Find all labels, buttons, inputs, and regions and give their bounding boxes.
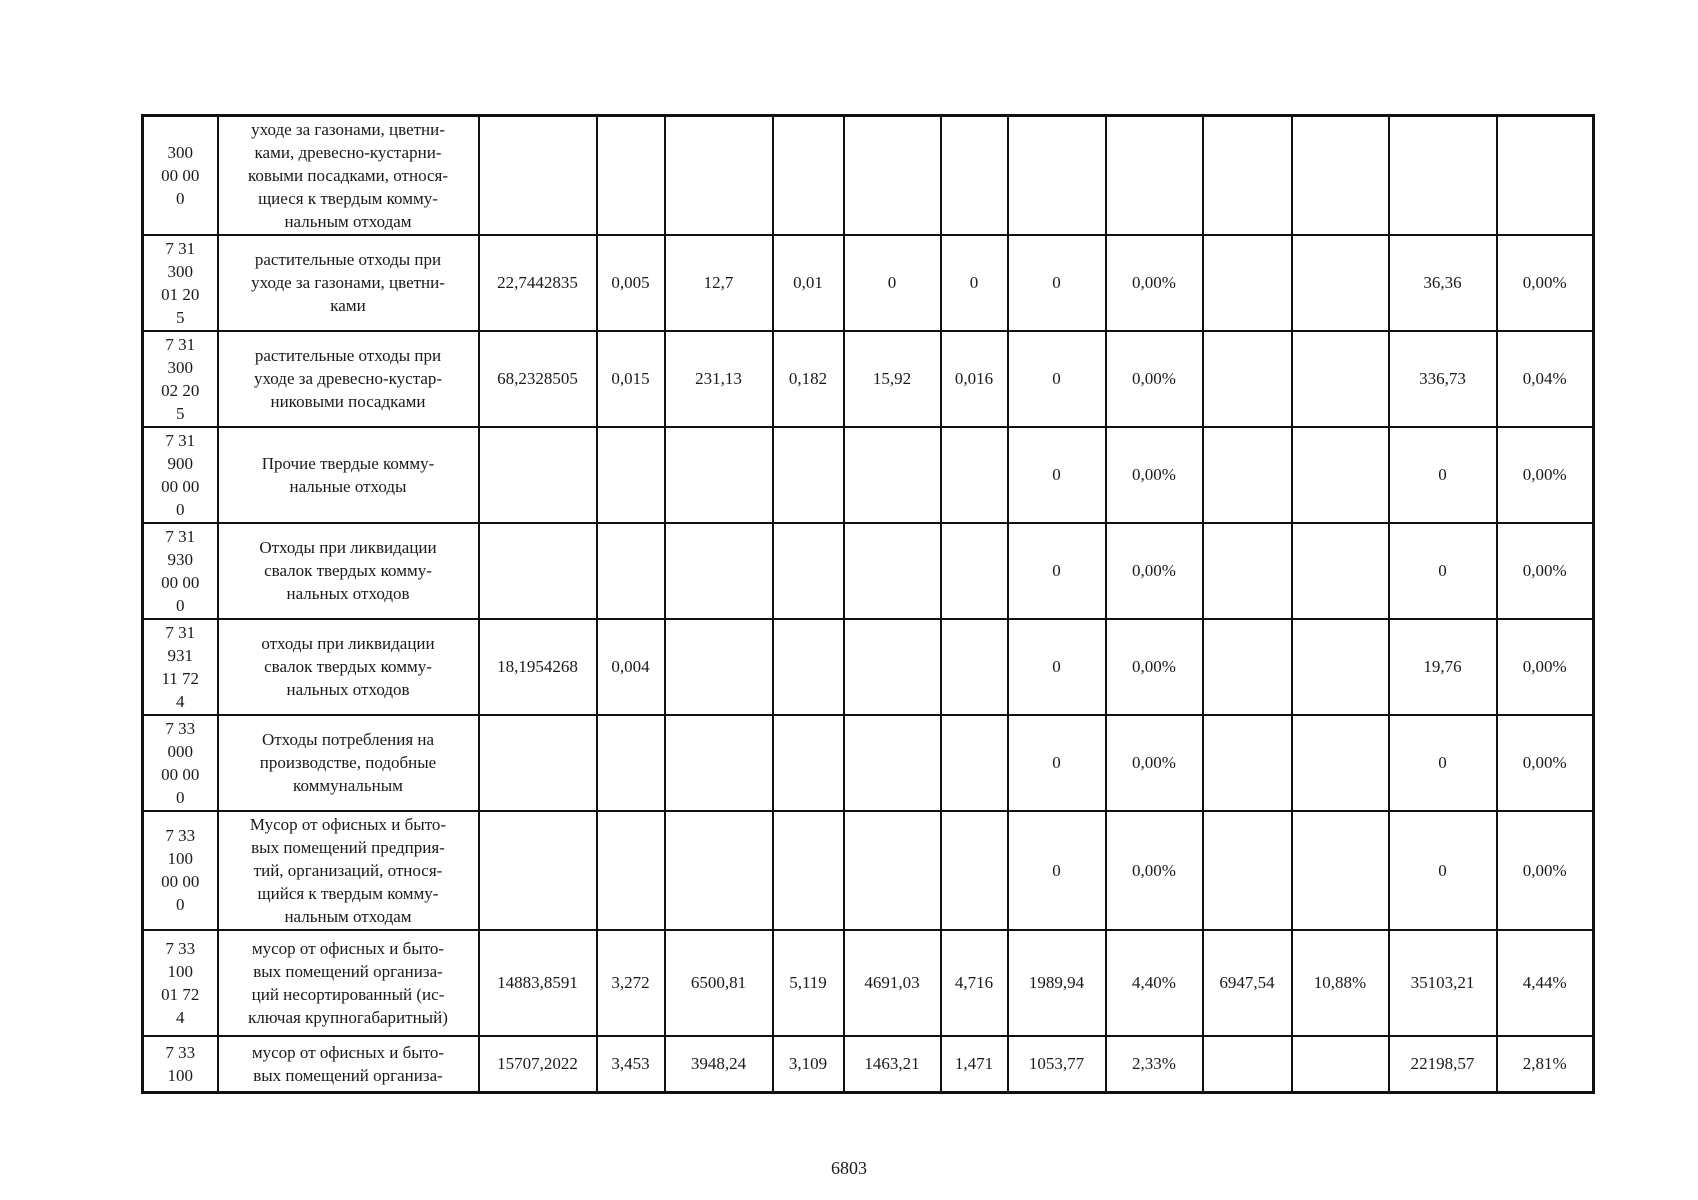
value-cell: 14883,8591 — [479, 930, 597, 1036]
value-cell — [597, 116, 665, 235]
value-cell: 4691,03 — [844, 930, 941, 1036]
value-cell: 0,016 — [941, 331, 1008, 427]
table-row — [143, 523, 1594, 619]
waste-code-cell — [143, 715, 218, 811]
value-cell: 0,00% — [1106, 811, 1203, 930]
value-cell — [844, 619, 941, 715]
value-cell: 0 — [1008, 619, 1106, 715]
value-cell: 0 — [1389, 523, 1497, 619]
waste-code-line: 5 — [176, 403, 185, 423]
value-cell — [597, 523, 665, 619]
value-cell — [597, 427, 665, 523]
waste-code-line: 0 — [176, 787, 185, 807]
value-cell: 5,119 — [773, 930, 844, 1036]
value-cell — [844, 811, 941, 930]
value-cell — [1203, 116, 1292, 235]
waste-code-line: 100 — [167, 849, 193, 868]
waste-name-line: уходе за газонами, цветни- — [251, 119, 445, 139]
value-cell: 6500,81 — [665, 930, 773, 1036]
waste-code-line: 01 20 — [161, 284, 200, 304]
value-cell: 0,04% — [1497, 331, 1594, 427]
waste-code-cell — [143, 235, 218, 331]
value-cell: 0 — [941, 235, 1008, 331]
waste-name-line: щиеся к твердым комму- — [258, 188, 438, 208]
value-cell — [773, 427, 844, 523]
value-cell: 1053,77 — [1008, 1036, 1106, 1093]
waste-name-line: ций несортированный (ис- — [251, 984, 445, 1004]
waste-code-line: 00 00 — [161, 572, 200, 592]
waste-code-line: 930 — [167, 549, 193, 569]
value-cell — [773, 116, 844, 235]
waste-code-cell — [143, 811, 218, 930]
waste-name-line: вых помещений предприя- — [251, 837, 445, 857]
value-cell: 22,7442835 — [479, 235, 597, 331]
value-cell — [479, 523, 597, 619]
waste-code-cell — [143, 1036, 218, 1093]
value-cell: 0,00% — [1497, 619, 1594, 715]
waste-name-line: отходы при ликвидации — [261, 634, 435, 653]
value-cell — [665, 523, 773, 619]
waste-data-table — [141, 114, 1595, 1094]
waste-name-line: свалок твердых комму- — [264, 561, 432, 580]
waste-name-line: ковыми посадками, относя- — [247, 165, 449, 185]
table-row — [143, 811, 1594, 930]
waste-name-line: растительные отходы при — [254, 346, 442, 365]
value-cell: 0 — [1008, 331, 1106, 427]
value-cell — [479, 427, 597, 523]
waste-code-line: 11 72 — [161, 668, 200, 688]
value-cell: 0,00% — [1106, 523, 1203, 619]
value-cell — [1203, 1036, 1292, 1093]
value-cell: 2,81% — [1497, 1036, 1594, 1093]
value-cell: 15707,2022 — [479, 1036, 597, 1093]
table-row — [143, 235, 1594, 331]
value-cell: 231,13 — [665, 331, 773, 427]
value-cell: 0,01 — [773, 235, 844, 331]
value-cell — [1292, 427, 1389, 523]
waste-name-line: вых помещений организа- — [253, 961, 443, 981]
value-cell — [665, 811, 773, 930]
waste-name-cell — [218, 1036, 479, 1093]
value-cell: 0,00% — [1106, 619, 1203, 715]
value-cell — [1203, 619, 1292, 715]
value-cell — [1203, 331, 1292, 427]
value-cell: 1989,94 — [1008, 930, 1106, 1036]
waste-code-line: 00 00 — [161, 872, 200, 891]
value-cell: 0 — [1008, 427, 1106, 523]
value-cell: 1463,21 — [844, 1036, 941, 1093]
value-cell: 0,182 — [773, 331, 844, 427]
value-cell: 0,00% — [1106, 427, 1203, 523]
value-cell — [479, 116, 597, 235]
value-cell: 36,36 — [1389, 235, 1497, 331]
waste-code-cell — [143, 930, 218, 1036]
value-cell: 0,00% — [1497, 427, 1594, 523]
value-cell — [479, 811, 597, 930]
waste-code-line: 00 00 — [161, 476, 200, 496]
waste-code-line: 900 — [167, 453, 193, 473]
value-cell: 4,716 — [941, 930, 1008, 1036]
table-row — [143, 427, 1594, 523]
waste-name-cell — [218, 235, 479, 331]
waste-code-line: 931 — [167, 645, 193, 665]
page-number: 6803 — [831, 1158, 867, 1178]
waste-name-cell — [218, 930, 479, 1036]
waste-code-line: 300 — [167, 261, 193, 281]
value-cell — [844, 427, 941, 523]
waste-code-line: 000 — [167, 741, 193, 761]
waste-name-line: тий, организаций, относя- — [253, 860, 443, 880]
value-cell — [941, 619, 1008, 715]
value-cell: 6947,54 — [1203, 930, 1292, 1036]
waste-code-cell — [143, 523, 218, 619]
value-cell — [597, 811, 665, 930]
waste-code-line: 7 31 — [165, 526, 196, 546]
waste-code-line: 4 — [176, 691, 185, 711]
waste-name-cell — [218, 619, 479, 715]
value-cell: 0,00% — [1497, 811, 1594, 930]
waste-name-cell — [218, 715, 479, 811]
value-cell: 0 — [1008, 715, 1106, 811]
value-cell — [1497, 116, 1594, 235]
value-cell — [1203, 235, 1292, 331]
waste-code-cell — [143, 619, 218, 715]
waste-name-line: нальным отходам — [284, 906, 412, 926]
value-cell: 0,00% — [1106, 331, 1203, 427]
value-cell — [773, 619, 844, 715]
value-cell — [941, 116, 1008, 235]
value-cell — [773, 523, 844, 619]
waste-name-line: растительные отходы при — [254, 250, 442, 269]
waste-code-line: 7 31 — [165, 622, 196, 642]
waste-name-line: Отходы потребления на — [261, 730, 435, 749]
value-cell — [773, 715, 844, 811]
value-cell — [665, 715, 773, 811]
value-cell: 0 — [844, 235, 941, 331]
value-cell — [1292, 619, 1389, 715]
table-row — [143, 1036, 1594, 1093]
waste-code-cell — [143, 331, 218, 427]
waste-name-line: свалок твердых комму- — [264, 657, 432, 676]
value-cell — [773, 811, 844, 930]
waste-name-line: ками, древесно-кустарни- — [254, 142, 442, 162]
waste-name-cell — [218, 116, 479, 235]
value-cell: 12,7 — [665, 235, 773, 331]
value-cell: 3,453 — [597, 1036, 665, 1093]
value-cell: 4,44% — [1497, 930, 1594, 1036]
value-cell: 0,00% — [1497, 715, 1594, 811]
waste-code-line: 00 00 — [161, 165, 200, 185]
value-cell — [941, 715, 1008, 811]
value-cell: 336,73 — [1389, 331, 1497, 427]
table-row — [143, 930, 1594, 1036]
waste-name-line: мусор от офисных и быто- — [251, 938, 445, 958]
value-cell: 15,92 — [844, 331, 941, 427]
value-cell: 0 — [1008, 235, 1106, 331]
value-cell: 0 — [1008, 523, 1106, 619]
value-cell: 68,2328505 — [479, 331, 597, 427]
value-cell — [665, 619, 773, 715]
value-cell — [597, 715, 665, 811]
value-cell — [844, 116, 941, 235]
waste-name-line: нальных отходов — [286, 680, 410, 699]
waste-name-cell — [218, 523, 479, 619]
waste-code-line: 100 — [167, 1065, 193, 1085]
waste-name-cell — [218, 331, 479, 427]
value-cell: 0 — [1008, 811, 1106, 930]
value-cell — [844, 715, 941, 811]
value-cell — [1292, 331, 1389, 427]
value-cell: 0,00% — [1106, 235, 1203, 331]
value-cell — [479, 715, 597, 811]
waste-name-line: вых помещений организа- — [253, 1065, 443, 1085]
value-cell: 0,00% — [1497, 235, 1594, 331]
waste-name-line: уходе за древесно-кустар- — [253, 369, 443, 388]
value-cell: 10,88% — [1292, 930, 1389, 1036]
table-row — [143, 619, 1594, 715]
value-cell — [941, 427, 1008, 523]
waste-name-line: щийся к твердым комму- — [257, 883, 439, 903]
value-cell — [1008, 116, 1106, 235]
value-cell — [665, 427, 773, 523]
waste-name-line: нальные отходы — [289, 476, 407, 496]
value-cell — [1389, 116, 1497, 235]
value-cell — [1292, 235, 1389, 331]
waste-code-line: 7 33 — [165, 718, 196, 738]
value-cell: 19,76 — [1389, 619, 1497, 715]
value-cell — [941, 811, 1008, 930]
value-cell: 4,40% — [1106, 930, 1203, 1036]
waste-name-line: нальных отходов — [286, 584, 410, 603]
value-cell: 0,00% — [1497, 523, 1594, 619]
value-cell: 3948,24 — [665, 1036, 773, 1093]
waste-code-line: 02 20 — [161, 380, 200, 400]
table-row — [143, 116, 1594, 235]
value-cell: 0 — [1389, 811, 1497, 930]
waste-name-line: производстве, подобные — [259, 753, 437, 772]
value-cell — [941, 523, 1008, 619]
waste-code-line: 4 — [176, 1007, 185, 1027]
waste-name-line: ключая крупногабаритный) — [248, 1007, 448, 1027]
value-cell — [1106, 116, 1203, 235]
value-cell: 35103,21 — [1389, 930, 1497, 1036]
value-cell: 0,015 — [597, 331, 665, 427]
waste-code-line: 7 33 — [165, 1042, 196, 1062]
value-cell: 22198,57 — [1389, 1036, 1497, 1093]
waste-code-line: 0 — [176, 595, 185, 615]
value-cell — [665, 116, 773, 235]
waste-name-line: мусор от офисных и быто- — [251, 1042, 445, 1062]
waste-code-line: 7 31 — [165, 238, 196, 258]
value-cell — [1292, 523, 1389, 619]
value-cell — [1292, 811, 1389, 930]
waste-code-line: 300 — [167, 357, 193, 377]
waste-name-line: никовыми посадками — [270, 392, 426, 411]
waste-code-line: 300 — [167, 142, 193, 162]
value-cell: 0,00% — [1106, 715, 1203, 811]
waste-code-cell — [143, 116, 218, 235]
value-cell: 1,471 — [941, 1036, 1008, 1093]
value-cell — [1292, 1036, 1389, 1093]
waste-name-line: ками — [330, 296, 366, 315]
waste-code-line: 7 33 — [165, 938, 196, 958]
value-cell: 3,109 — [773, 1036, 844, 1093]
waste-code-cell — [143, 427, 218, 523]
value-cell: 0,005 — [597, 235, 665, 331]
value-cell: 0 — [1389, 715, 1497, 811]
value-cell: 3,272 — [597, 930, 665, 1036]
waste-name-line: нальным отходам — [284, 211, 412, 231]
value-cell — [1203, 523, 1292, 619]
value-cell: 0,004 — [597, 619, 665, 715]
value-cell: 2,33% — [1106, 1036, 1203, 1093]
waste-code-line: 7 31 — [165, 430, 196, 450]
waste-code-line: 7 33 — [165, 826, 196, 845]
value-cell: 0 — [1389, 427, 1497, 523]
value-cell — [1292, 715, 1389, 811]
waste-name-line: Прочие твердые комму- — [261, 453, 435, 473]
value-cell — [1292, 116, 1389, 235]
waste-name-line: Мусор от офисных и быто- — [249, 814, 447, 834]
waste-code-line: 0 — [176, 499, 185, 519]
waste-code-line: 0 — [176, 895, 185, 914]
waste-name-line: уходе за газонами, цветни- — [251, 273, 445, 292]
waste-code-line: 01 72 — [161, 984, 200, 1004]
waste-name-cell — [218, 811, 479, 930]
waste-code-line: 5 — [176, 307, 185, 327]
waste-code-line: 7 31 — [165, 334, 196, 354]
table-row — [143, 715, 1594, 811]
value-cell — [1203, 427, 1292, 523]
waste-code-line: 0 — [176, 188, 185, 208]
table-row — [143, 331, 1594, 427]
waste-name-line: коммунальным — [293, 776, 403, 795]
value-cell: 18,1954268 — [479, 619, 597, 715]
value-cell — [844, 523, 941, 619]
waste-code-line: 100 — [167, 961, 193, 981]
waste-code-line: 00 00 — [161, 764, 200, 784]
value-cell — [1203, 715, 1292, 811]
value-cell — [1203, 811, 1292, 930]
waste-name-cell — [218, 427, 479, 523]
waste-name-line: Отходы при ликвидации — [259, 538, 437, 557]
